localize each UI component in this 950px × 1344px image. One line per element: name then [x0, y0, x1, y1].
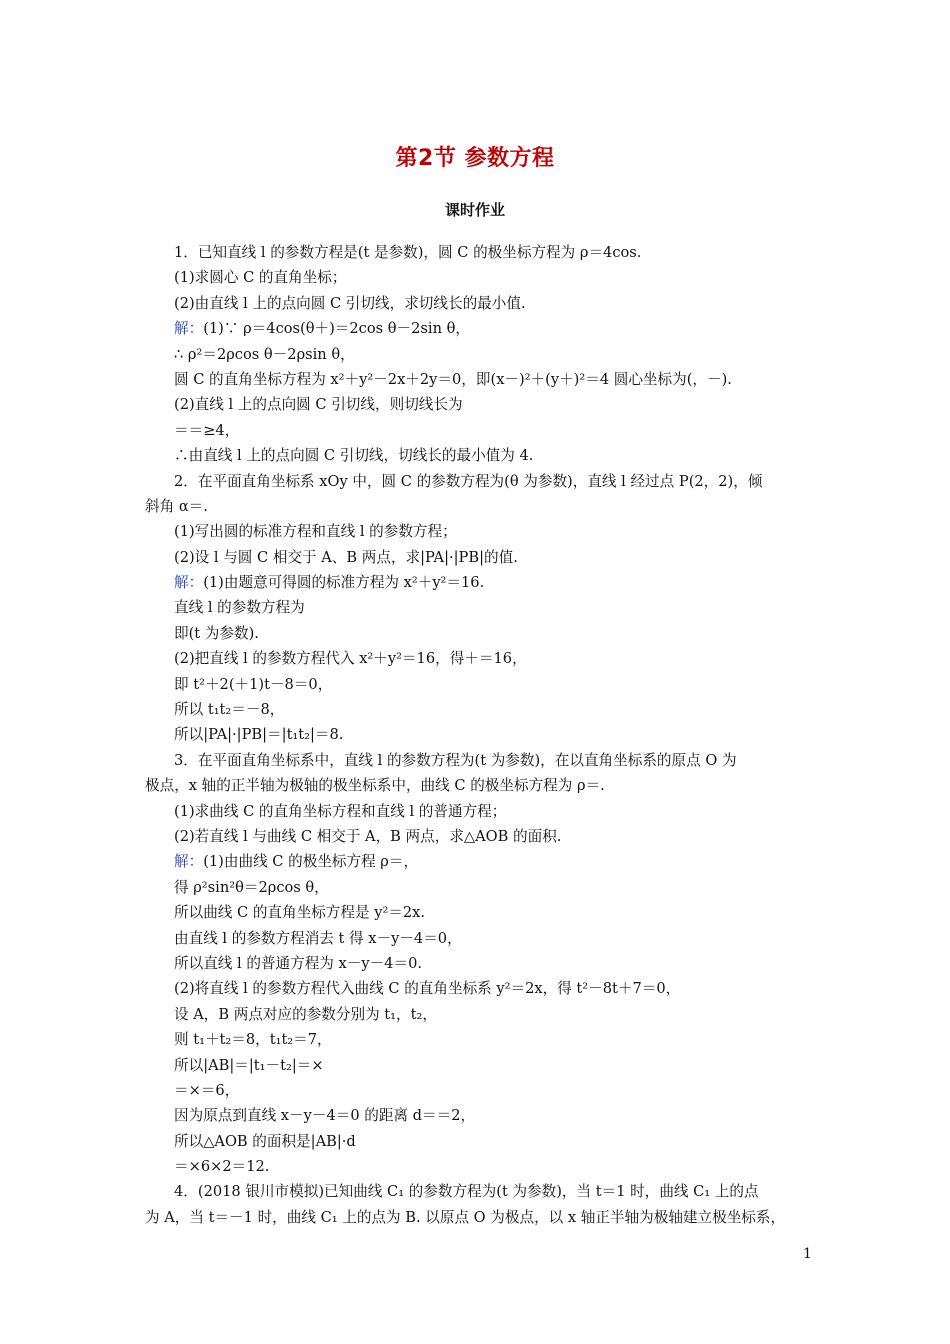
line-text: ∴由直线 l 上的点向圆 C 引切线，切线长的最小值为 4.	[174, 447, 534, 465]
line-text: (2)把直线 l 的参数方程代入 x²＋y²＝16，得＋＝16，	[174, 650, 527, 668]
text-line	[145, 367, 810, 392]
text-line	[145, 748, 810, 773]
text-line	[145, 291, 810, 316]
line-text: 因为原点到直线 x－y－4＝0 的距离 d＝＝2，	[174, 1107, 476, 1125]
text-line	[145, 799, 810, 824]
text-line	[145, 773, 810, 798]
line-text: 设 A，B 两点对应的参数分别为 t₁，t₂，	[174, 1005, 437, 1023]
text-line	[145, 1002, 810, 1027]
line-text: (1)由曲线 C 的极坐标方程 ρ＝，	[203, 853, 419, 871]
text-line	[145, 900, 810, 925]
answer-label: 解：	[174, 853, 204, 871]
text-line	[145, 469, 810, 494]
line-text: ＝＝≥4，	[174, 421, 240, 439]
text-line	[145, 1078, 810, 1103]
text-line	[145, 342, 810, 367]
answer-label: 解：	[174, 574, 204, 592]
line-text: ＝×6×2＝12.	[174, 1158, 270, 1176]
text-line	[145, 392, 810, 417]
text-line	[145, 240, 810, 265]
page-number: 1	[803, 1246, 812, 1262]
text-line	[145, 494, 810, 519]
text-line	[145, 1205, 810, 1230]
document-body	[145, 240, 810, 1230]
line-text: 斜角 α＝.	[145, 497, 208, 515]
text-line	[145, 875, 810, 900]
line-text: 直线 l 的参数方程为	[174, 599, 305, 617]
line-text: 3．在平面直角坐标系中，直线 l 的参数方程为(t 为参数)，在以直角坐标系的原点 O 为	[174, 751, 737, 769]
line-text: (2)将直线 l 的参数方程代入曲线 C 的直角坐标系 y²＝2x，得 t²－8t＋7＝0，	[174, 980, 681, 998]
line-text: 所以△AOB 的面积是|AB|·d	[174, 1132, 356, 1150]
text-line	[145, 265, 810, 290]
answer-label: 解：	[174, 320, 204, 338]
line-text: (1)由题意可得圆的标准方程为 x²＋y²＝16.	[203, 574, 485, 592]
line-text: 1．已知直线 l 的参数方程是(t 是参数)，圆 C 的极坐标方程为 ρ＝4cos.	[174, 244, 642, 261]
text-line	[145, 976, 810, 1001]
text-line	[145, 545, 810, 570]
text-line	[145, 1027, 810, 1052]
text-line	[145, 570, 810, 595]
line-text: 所以|PA|·|PB|＝|t₁t₂|＝8.	[174, 726, 344, 744]
text-line	[145, 646, 810, 671]
page-title: 第2节 参数方程	[395, 146, 555, 171]
text-line	[145, 672, 810, 697]
line-text: 2．在平面直角坐标系 xOy 中，圆 C 的参数方程为(θ 为参数)，直线 l 经过点 P(2，2)，倾	[174, 472, 763, 490]
text-line	[145, 1154, 810, 1179]
line-text: 为 A，当 t＝－1 时，曲线 C₁ 上的点为 B. 以原点 O 为极点，以 x 轴正半轴为极轴建立极坐标系，	[145, 1208, 786, 1226]
text-line	[145, 849, 810, 874]
line-text: (1)∵ ρ＝4cos(θ＋)＝2cos θ－2sin θ，	[203, 320, 470, 338]
line-text: 4．(2018 银川市模拟)已知曲线 C₁ 的参数方程为(t 为参数)，当 t＝1 时，曲线 C₁ 上的点	[174, 1183, 759, 1201]
line-text: ＝×＝6，	[174, 1081, 240, 1099]
text-line	[145, 697, 810, 722]
text-line	[145, 1053, 810, 1078]
text-line	[145, 443, 810, 468]
line-text: (2)设 l 与圆 C 相交于 A、B 两点，求|PA|·|PB|的值.	[174, 548, 518, 566]
text-line	[145, 722, 810, 747]
line-text: 所以 t₁t₂＝－8，	[174, 701, 285, 719]
line-text: (1)写出圆的标准方程和直线 l 的参数方程；	[174, 523, 457, 541]
text-line	[145, 1129, 810, 1154]
line-text: ∴ ρ²＝2ρcos θ－2ρsin θ，	[174, 345, 355, 363]
text-line	[145, 824, 810, 849]
line-text: 由直线 l 的参数方程消去 t 得 x－y－4＝0，	[174, 929, 462, 947]
text-line	[145, 316, 810, 341]
text-line	[145, 519, 810, 544]
text-line	[145, 926, 810, 951]
line-text: (1)求曲线 C 的直角坐标方程和直线 l 的普通方程；	[174, 802, 507, 820]
line-text: (2)直线 l 上的点向圆 C 引切线，则切线长为	[174, 396, 463, 414]
text-line	[145, 1179, 810, 1204]
line-text: 极点，x 轴的正半轴为极轴的极坐标系中，曲线 C 的极坐标方程为 ρ＝.	[145, 777, 605, 795]
text-line	[145, 595, 810, 620]
text-line	[145, 951, 810, 976]
line-text: 所以直线 l 的普通方程为 x－y－4＝0.	[174, 954, 422, 972]
line-text: 圆 C 的直角坐标方程为 x²＋y²－2x＋2y＝0，即(x－)²＋(y＋)²＝4 圆心坐标为(，－).	[174, 370, 732, 388]
line-text: 即 t²＋2(＋1)t－8＝0，	[174, 675, 333, 693]
text-line	[145, 621, 810, 646]
line-text: (1)求圆心 C 的直角坐标；	[174, 269, 347, 287]
section-subtitle: 课时作业	[444, 201, 505, 219]
line-text: 所以曲线 C 的直角坐标方程是 y²＝2x.	[174, 904, 426, 922]
line-text: 所以|AB|＝|t₁－t₂|＝×	[174, 1056, 324, 1074]
text-line	[145, 418, 810, 443]
text-line	[145, 1103, 810, 1128]
line-text: 则 t₁＋t₂＝8，t₁t₂＝7，	[174, 1031, 332, 1049]
line-text: (2)由直线 l 上的点向圆 C 引切线，求切线长的最小值.	[174, 294, 526, 312]
line-text: 得 ρ²sin²θ＝2ρcos θ，	[174, 878, 329, 896]
line-text: 即(t 为参数).	[174, 624, 259, 642]
line-text: (2)若直线 l 与曲线 C 相交于 A，B 两点，求△AOB 的面积.	[174, 827, 562, 845]
